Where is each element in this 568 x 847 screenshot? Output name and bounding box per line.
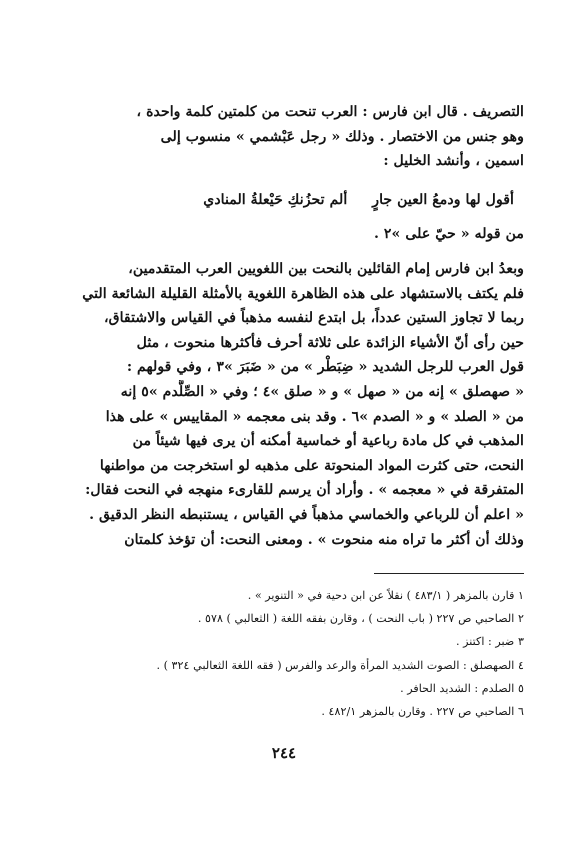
- paragraph-gap: [40, 247, 524, 257]
- verse-first-hemistich: أقول لها ودمعُ العين جارٍ: [372, 191, 514, 208]
- text-line: فلم يكتف بالاستشهاد على هذه الظاهرة اللغوية بالأمثلة القليلة الشائعة التي: [82, 285, 524, 302]
- main-text: [40, 100, 524, 552]
- footnote: ٦ الصاحبي ص ٢٢٧ . وقارن بالمزهر ٤٨٢/١ .: [321, 705, 524, 719]
- text-line: وذلك أن أكثر ما تراه منه منحوت » . ومعنى النحت: أن تؤخذ كلمتان: [124, 531, 524, 548]
- text-line: « صهصلق » إنه من « صهل » و « صلق »٤ ؛ وفي « الصِّلَّدم »٥ إنه: [120, 383, 524, 400]
- text-line: المذهب في كل مادة رباعية أو خماسية أمكنه أن يرى فيها شيئاً من: [132, 433, 524, 450]
- text-line: ربما لا تجاوز الستين عدداً، بل ابتدع لنفسه مذهباً في القياس والاشتقاق،: [104, 310, 524, 327]
- text-line: حين رأى أنّ الأشياء الزائدة على ثلاثة أحرف فأكثرها منحوت ، مثل: [136, 334, 524, 351]
- verse-second-hemistich: ألم تحزُنكِ حَيْعلةُ المنادي: [203, 191, 348, 208]
- poetry-verse: [40, 188, 524, 213]
- text-line: وهو جنس من الاختصار . وذلك « رجل عَبْشمي » منسوب إلى: [160, 128, 524, 145]
- footnote: ٤ الصهصلق : الصوت الشديد المرأة والرعد والفرس ( فقه اللغة الثعالبي ٣٢٤ ) .: [156, 658, 524, 672]
- footnote: ٥ الصلدم : الشديد الحافر .: [400, 681, 524, 695]
- text-line: النحت، حتى كثرت المواد المنحوتة على مذهبه لو استخرجت من مواطنها: [99, 457, 524, 474]
- footnote: ٣ ضبر : اكتنز .: [456, 635, 524, 649]
- text-line: من « الصلد » و « الصدم »٦ . وقد بنى معجمه « المقاييس » على هذا: [105, 408, 524, 425]
- text-line: قول العرب للرجل الشديد « ضِبَطْر » من « ضَبَرَ »٣ ، وفي قولهم :: [126, 359, 524, 376]
- footnote-separator: [374, 573, 524, 574]
- footnote: ١ قارن بالمزهر ( ٤٨٣/١ ) نقلاً عن ابن دحية في « التنوير » .: [247, 589, 524, 602]
- text-line: التصريف . قال ابن فارس : العرب تنحت من كلمتين كلمة واحدة ،: [136, 104, 524, 120]
- text-line: « اعلم أن للرباعي والخماسي مذهباً في القياس ، يستنبطه النظر الدقيق .: [89, 506, 524, 523]
- text-line: من قوله « حيّ على »٢ .: [374, 226, 524, 243]
- text-line: اسمين ، وأنشد الخليل :: [383, 153, 524, 170]
- text-line: المتفرقة في « معجمه » . وأراد أن يرسم للقارىء منهجه في النحت فقال:: [85, 482, 524, 499]
- footnotes: [40, 584, 524, 723]
- footnote: ٢ الصاحبي ص ٢٢٧ ( باب النحت ) ، وقارن بفقه اللغة ( الثعالبي ) ٥٧٨ .: [197, 612, 524, 626]
- text-line: وبعدُ ابن فارس إمام القائلين بالنحت بين اللغويين العرب المتقدمين،: [128, 260, 524, 277]
- page-number: ٢٤٤: [271, 744, 297, 762]
